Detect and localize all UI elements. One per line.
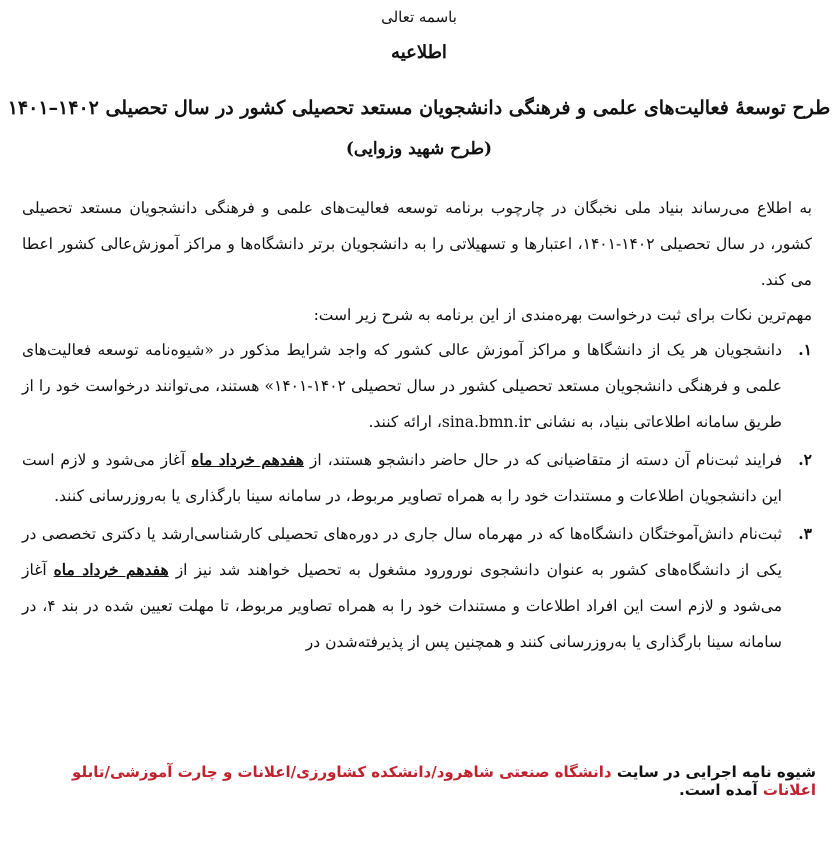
item-text: دانشجویان هر یک از دانشگاها و مراکز آموزش عالی کشور که واجد شرایط مذکور در «شیوه‌نامه توسعه فعالیت‌های علمی و فرهنگی دانشجویان مستعد تحصیلی کشور در سال تحصیلی ۱۴۰۲-۱۴۰۱» هستند، می‌توانند درخواست خود را از طریق سامانه اطلاعاتی بنیاد، به نشانی sina.bmn.ir، ارائه کنند.: [22, 341, 782, 431]
requirements-list: [22, 332, 812, 662]
date-highlight: هفدهم خرداد ماه: [191, 450, 304, 469]
notice-heading: اطلاعیه: [391, 42, 447, 63]
footer-note: [16, 763, 816, 799]
footer-prefix: شیوه نامه اجرایی در سایت: [611, 763, 816, 781]
basmala-heading: باسمه تعالی: [381, 8, 457, 26]
document-subtitle: (طرح شهید وزوایی): [345, 139, 493, 159]
item-text-after: آغاز می‌شود و لازم است این دانشجویان اطلاعات و مستندات خود را به همراه تصاویر مربوط، در سامانه سینا بارگذاری یا به‌روزرسانی کنند.: [22, 451, 782, 505]
list-item: [22, 516, 812, 660]
intro-paragraph: به اطلاع می‌رساند بنیاد ملی نخبگان در چارچوب برنامه توسعه فعالیت‌های علمی و فرهنگی دانشجویان مستعد تحصیلی کشور، در سال تحصیلی ۱۴۰۲-۱۴۰۱، اعتبارها و تسهیلاتی را به دانشجویان برتر دانشگاه‌ها و مراکز آموزش‌عالی کشور اعطا می کند.: [22, 199, 812, 289]
item-text-before: فرایند ثبت‌نام آن دسته از متقاضیانی که در حال حاضر دانشجو هستند، از: [304, 451, 783, 469]
footer-suffix: آمده است.: [679, 781, 763, 799]
item-number: ۲.: [798, 450, 812, 469]
item-number: ۱.: [798, 340, 812, 359]
date-highlight: هفدهم خرداد ماه: [53, 560, 169, 579]
item-number: ۳.: [798, 524, 812, 543]
lead-paragraph: مهم‌ترین نکات برای ثبت درخواست بهره‌مندی از این برنامه به شرح زیر است:: [313, 306, 812, 324]
site-path-link[interactable]: دانشگاه صنعتی شاهرود/دانشکده کشاورزی/اعلانات و چارت آموزشی/تابلو اعلانات: [72, 763, 816, 799]
item-text-before: ثبت‌نام دانش‌آموختگان دانشگاه‌ها که در مهرماه سال جاری در دوره‌های تحصیلی کارشناسی‌ارشد یا دکتری تخصصی در یکی از دانشگاه‌های کشور به عنوان دانشجوی نورورود مشغول به تحصیل خواهند شد نیز از: [22, 525, 782, 579]
item-text-after: آغاز می‌شود و لازم است این افراد اطلاعات و مستندات خود را به همراه تصاویر مربوط، تا مهلت تعیین شده در بند ۴، در سامانه سینا بارگذاری یا به‌روزرسانی کنند و همچنین پس از پذیرفته‌شدن در: [22, 561, 782, 651]
list-item: [22, 442, 812, 514]
document-title: طرح توسعهٔ فعالیت‌های علمی و فرهنگی دانشجویان مستعد تحصیلی کشور در سال تحصیلی ۱۴۰۲–۱۴۰۱: [7, 97, 831, 119]
list-item: [22, 332, 812, 440]
